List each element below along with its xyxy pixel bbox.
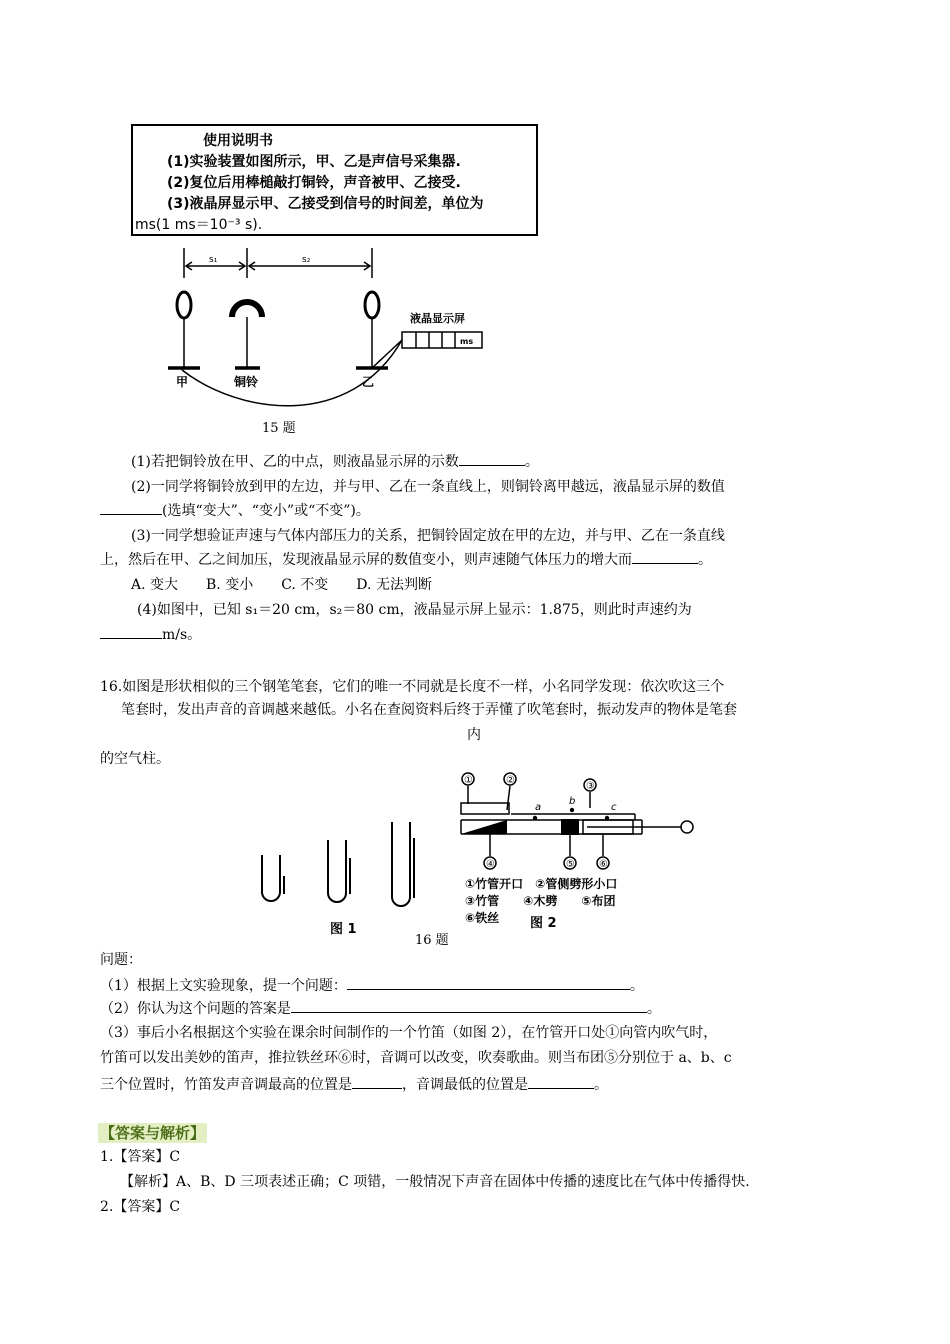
q16-sub2: （2）你认为这个问题的答案是 。 bbox=[100, 998, 661, 1019]
manual-line-1: (1)实验装置如图所示，甲、乙是声信号采集器. bbox=[167, 154, 461, 170]
q16-sub3a: （3）事后小名根据这个实验在课余时间制作的一个竹笛（如图 2），在竹管开口处①向管内吹气时， bbox=[100, 1025, 718, 1041]
position-a: a bbox=[535, 802, 542, 813]
mark-3: ③ bbox=[586, 781, 595, 792]
q15-options: A. 变大 B. 变小 C. 不变 D. 无法判断 bbox=[131, 577, 432, 593]
answer-blank[interactable] bbox=[352, 1074, 402, 1089]
answer-blank[interactable] bbox=[291, 998, 647, 1013]
figure-16-pen-caps bbox=[250, 800, 450, 920]
q16-intro-3: 内 bbox=[467, 727, 481, 743]
q15-part4b: m/s。 bbox=[100, 624, 201, 645]
screen-label: 液晶显示屏 bbox=[410, 312, 465, 325]
position-b: b bbox=[569, 796, 576, 807]
mark-2: ② bbox=[506, 775, 515, 786]
q16-sub3c: 三个位置时，竹笛发声音调最高的位置是 ，音调最低的位置是 。 bbox=[100, 1074, 608, 1095]
tongling-label: 铜铃 bbox=[234, 375, 259, 389]
q16-sub3b: 竹笛可以发出美妙的笛声，推拉铁丝环⑥时，音调可以改变，吹奏歌曲。则当布团⑤分别位于 a、b、c bbox=[100, 1050, 732, 1066]
q16-intro-1: 16.如图是形状相似的三个钢笔笔套，它们的唯一不同就是长度不一样，小名同学发现：依次吹这三个 bbox=[100, 679, 725, 695]
mark-6: ⑥ bbox=[599, 859, 608, 870]
figure-2-label: 图 2 bbox=[530, 916, 557, 931]
answer-blank[interactable] bbox=[100, 500, 162, 515]
manual-box bbox=[131, 124, 538, 236]
yi-label: 乙 bbox=[362, 375, 375, 389]
s2-label: s₂ bbox=[302, 255, 311, 265]
q16-intro-4: 的空气柱。 bbox=[100, 751, 170, 767]
answer-1: 1.【答案】C bbox=[100, 1149, 181, 1165]
figure-1-label: 图 1 bbox=[330, 922, 357, 937]
q16-question-head: 问题： bbox=[100, 952, 142, 968]
q15-part3b: 上，然后在甲、乙之间加压，发现液晶显示屏的数值变小，则声速随气体压力的增大而 。 bbox=[100, 549, 712, 570]
mark-1: ① bbox=[464, 775, 473, 786]
answer-2: 2.【答案】C bbox=[100, 1199, 181, 1215]
answer-blank[interactable] bbox=[347, 975, 630, 990]
flute-legend-2: ③竹管 ④木劈 ⑤布团 bbox=[465, 894, 616, 908]
figure-15-diagram bbox=[150, 240, 510, 440]
flute-legend-1: ①竹管开口 ②管侧劈形小口 bbox=[465, 877, 618, 891]
q15-part3a: (3)一同学想验证声速与气体内部压力的关系，把铜铃固定放在甲的左边，并与甲、乙在一条直线 bbox=[131, 528, 725, 544]
manual-title: 使用说明书 bbox=[203, 133, 273, 149]
mark-4: ④ bbox=[486, 859, 495, 870]
q15-part2b: (选填“变大”、“变小”或“不变”)。 bbox=[100, 500, 370, 521]
manual-line-2: (2)复位后用棒槌敲打铜铃，声音被甲、乙接受. bbox=[167, 175, 461, 191]
figure-16-caption: 16 题 bbox=[415, 933, 449, 948]
s1-label: s₁ bbox=[209, 255, 218, 265]
answer-blank[interactable] bbox=[459, 451, 525, 466]
answer-blank[interactable] bbox=[632, 549, 698, 564]
q15-part2a: (2)一同学将铜铃放到甲的左边，并与甲、乙在一条直线上，则铜铃离甲越远，液晶显示屏的数值 bbox=[131, 479, 725, 495]
figure-16-flute-diagram bbox=[455, 768, 700, 873]
answers-heading: 【答案与解析】 bbox=[100, 1124, 206, 1142]
q15-part1: (1)若把铜铃放在甲、乙的中点，则液晶显示屏的示数 。 bbox=[131, 451, 539, 472]
flute-legend-3: ⑥铁丝 bbox=[465, 911, 500, 925]
q16-sub1: （1）根据上文实验现象，提一个问题： 。 bbox=[100, 975, 644, 996]
mark-5: ⑤ bbox=[566, 859, 575, 870]
jia-label: 甲 bbox=[176, 375, 189, 389]
answer-blank[interactable] bbox=[100, 624, 162, 639]
screen-unit: ms bbox=[460, 337, 474, 346]
answer-blank[interactable] bbox=[528, 1074, 594, 1089]
position-c: c bbox=[611, 802, 617, 813]
answer-1-explanation: 【解析】A、B、D 三项表述正确；C 项错，一般情况下声音在固体中传播的速度比在气体中传播得快. bbox=[120, 1174, 750, 1190]
q16-intro-2: 笔套时，发出声音的音调越来越低。小名在查阅资料后终于弄懂了吹笔套时，振动发声的物体是笔套 bbox=[121, 702, 737, 718]
manual-line-4: ms(1 ms＝10⁻³ s). bbox=[135, 217, 263, 233]
q15-part4a: (4)如图中，已知 s₁＝20 cm，s₂＝80 cm，液晶显示屏上显示：1.875，则此时声速约为 bbox=[137, 602, 692, 618]
figure-15-caption: 15 题 bbox=[262, 421, 296, 436]
manual-line-3: (3)液晶屏显示甲、乙接受到信号的时间差，单位为 bbox=[167, 196, 484, 212]
